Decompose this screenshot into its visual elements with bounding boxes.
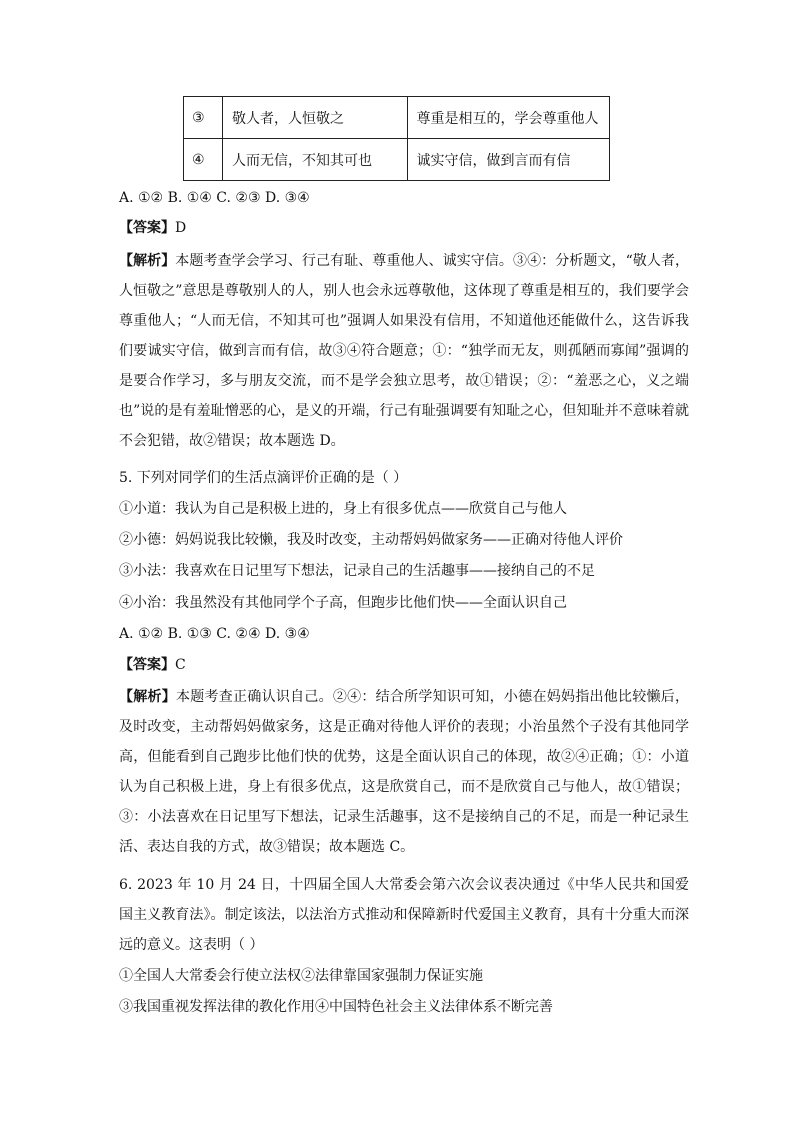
table-row [184,139,610,181]
q4-options: A. ①② B. ①④ C. ②③ D. ③④ [119,190,310,206]
answer-value: C [175,657,186,673]
answer-tag: 【答案】 [119,657,175,673]
analysis-tag: 【解析】 [119,689,177,705]
row-meaning: 诚实守信，做到言而有信 [407,139,609,181]
q5-analysis [119,682,689,862]
row-quote: 敬人者，人恒敬之 [223,97,408,139]
row-number: ④ [184,139,223,181]
q5-options: A. ①② B. ①③ C. ②④ D. ③④ [119,626,310,642]
row-quote: 人而无信，不知其可也 [223,139,408,181]
q5-item: ④小治：我虽然没有其他同学个子高，但跑步比他们快——全面认识自己 [119,595,567,611]
analysis-text: 本题考查学会学习、行己有耻、尊重他人、诚实守信。③④：分析题文，“敬人者，人恒敬之”意思是尊敬别人的人，别人也会永远尊敬他，这体现了尊重是相互的，我们要学会尊重他人；“人而无信，不知其可也”强调人如果没有信用，不知道他还能做什么，这告诉我们要诚实守信，做到言而有信，故③④符合题意；①：“独学而无友，则孤陋而寡闻”强调的是要合作学习，多与朋友交流，而不是学会独立思考，故①错误；②：“羞恶之心，义之端也”说的是有羞耻憎恶的心，是义的开端，行己有耻强调要有知耻之心，但知耻并不意味着就不会犯错，故②错误；故本题选 D。 [119,253,690,449]
q6-stem: 6. 2023 年 10 月 24 日，十四届全国人大常委会第六次会议表决通过《中华人民共和国爱国主义教育法》。制定该法，以法治方式推动和保障新时代爱国主义教育，具有十分重大而深远的意义。这表明（ ） [119,877,689,953]
q4-answer [119,218,186,238]
q5-item: ③小法：我喜欢在日记里写下想法，记录自己的生活趣事——接纳自己的不足 [119,563,595,579]
answer-tag: 【答案】 [119,220,175,236]
row-meaning: 尊重是相互的，学会尊重他人 [407,97,609,139]
options-table [183,96,610,181]
q5-item: ①小道：我认为自己是积极上进的，身上有很多优点——欣赏自己与他人 [119,501,567,517]
table-row [184,97,610,139]
q6-item: ③我国重视发挥法律的教化作用④中国特色社会主义法律体系不断完善 [119,999,553,1015]
answer-value: D [175,220,187,236]
q5-item: ②小德：妈妈说我比较懒，我及时改变，主动帮妈妈做家务——正确对待他人评价 [119,532,623,548]
q5-stem: 5. 下列对同学们的生活点滴评价正确的是（ ） [119,470,408,486]
q4-analysis [119,246,689,456]
q5-answer [119,655,186,675]
row-number: ③ [184,97,223,139]
q6-item: ①全国人大常委会行使立法权②法律靠国家强制力保证实施 [119,968,483,984]
analysis-tag: 【解析】 [119,253,176,269]
analysis-text: 本题考查正确认识自己。②④：结合所学知识可知，小德在妈妈指出他比较懒后，及时改变，主动帮妈妈做家务，这是正确对待他人评价的表现；小治虽然个子没有其他同学高，但能看到自己跑步比他们快的优势，这是全面认识自己的体现，故②④正确；①：小道认为自己积极上进，身上有很多优点，这是欣赏自己，而不是欣赏自己与他人，故①错误；③：小法喜欢在日记里写下想法，记录生活趣事，这不是接纳自己的不足，而是一种记录生活、表达自我的方式，故③错误；故本题选 C。 [119,689,690,855]
